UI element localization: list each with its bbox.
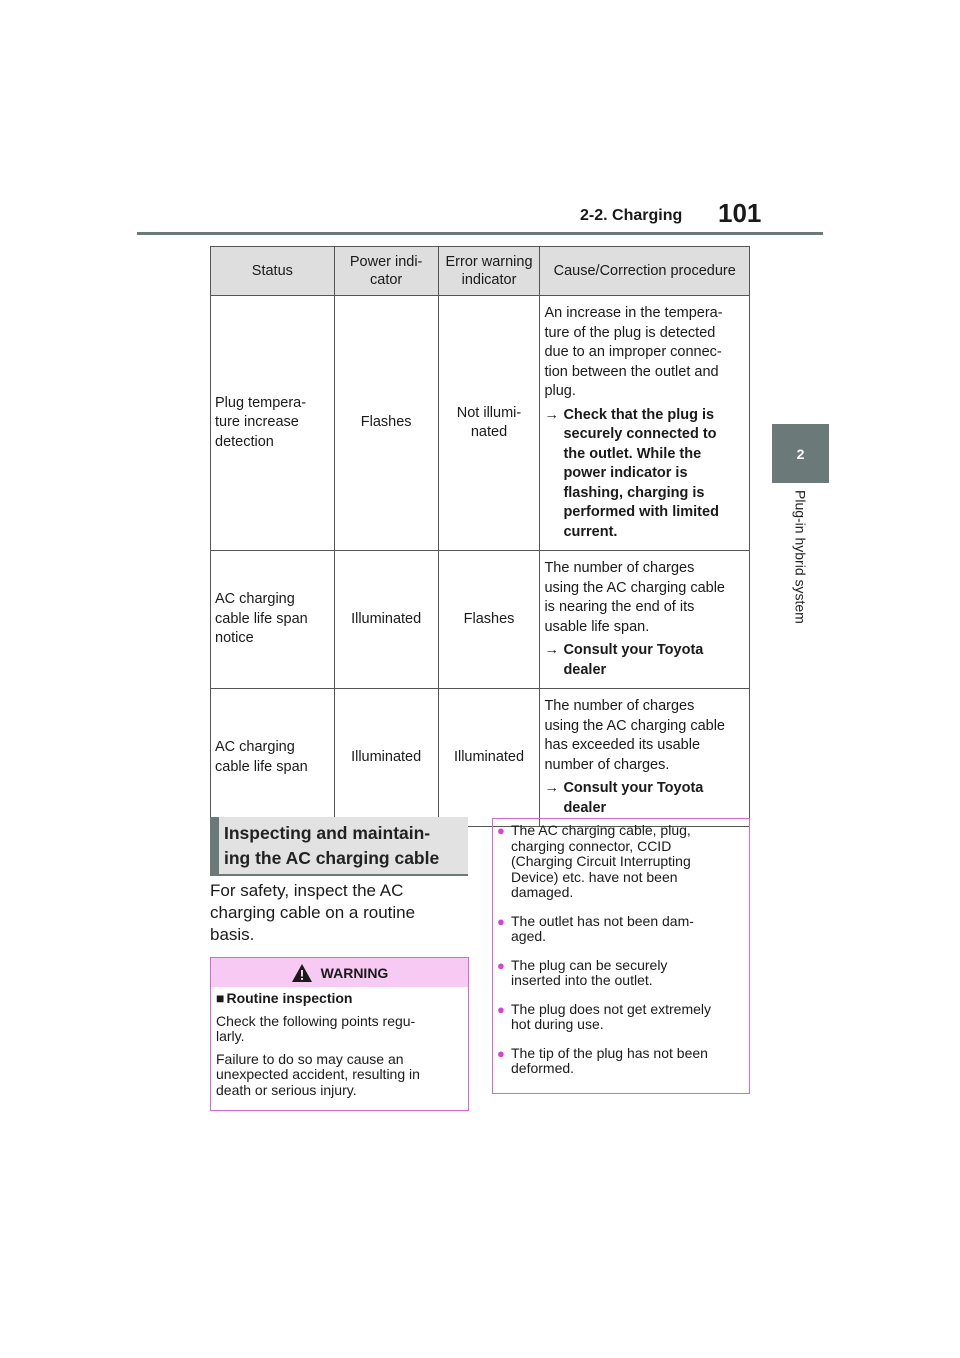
- page-number: 101: [718, 198, 762, 228]
- section-heading-text: Inspecting and maintain- ing the AC charging cable: [224, 823, 440, 868]
- cause-text: The number of charges using the AC charging cable is nearing the end of its usable life span.: [544, 560, 726, 635]
- header-divider: [137, 232, 823, 235]
- warning-box: [210, 957, 469, 1111]
- col-status: Status: [211, 247, 335, 296]
- warning-title: ■ Routine inspection: [216, 990, 353, 1006]
- procedure: → Consult your Toyota dealer: [544, 779, 745, 818]
- cause-cell: [540, 296, 750, 551]
- arrow-icon: →: [544, 780, 559, 796]
- table-row: [211, 296, 750, 551]
- list-item: ● The tip of the plug has not been deformed.: [497, 1044, 708, 1076]
- arrow-icon: →: [544, 406, 559, 423]
- bullet-icon: ●: [497, 1045, 505, 1061]
- bullet-icon: ●: [497, 1001, 505, 1017]
- procedure: → Check that the plug is securely connected to the outlet. While the power indicator is flashing, charging is performed with limited current.: [544, 406, 745, 543]
- warning-header: [211, 958, 468, 987]
- table-header-row: [211, 247, 750, 296]
- procedure: → Consult your Toyota dealer: [544, 641, 745, 680]
- cause-cell: [540, 689, 750, 827]
- chapter-label: Plug-in hybrid system: [792, 490, 809, 624]
- bullet-icon: ●: [497, 957, 505, 973]
- col-error-indicator: Error warning indicator: [438, 247, 540, 296]
- cause-text: The number of charges using the AC charging cable has exceeded its usable number of charges.: [544, 698, 726, 773]
- list-item: ● The plug can be securely inserted into the outlet.: [497, 956, 668, 988]
- section-heading: [210, 817, 468, 874]
- section-divider: [210, 874, 468, 876]
- arrow-icon: →: [544, 642, 559, 658]
- status-table: [210, 246, 750, 827]
- chapter-number: 2: [796, 445, 805, 462]
- list-item: ● The AC charging cable, plug, charging connector, CCID (Charging Circuit Interrupting Device) etc. have not been damaged.: [497, 822, 691, 900]
- bullet-icon: ●: [497, 823, 505, 838]
- power-cell: Flashes: [334, 296, 438, 551]
- warning-text: Failure to do so may cause an unexpected accident, resulting in death or serious injury.: [216, 1050, 420, 1098]
- warning-triangle-icon: [291, 963, 313, 983]
- col-cause: Cause/Correction procedure: [540, 247, 750, 296]
- status-cell: AC charging cable life span: [211, 689, 335, 827]
- error-cell: Illuminated: [438, 689, 540, 827]
- chapter-tab: [772, 424, 829, 483]
- status-cell: AC charging cable life span notice: [211, 551, 335, 689]
- warning-text: Check the following points regu- larly.: [216, 1012, 416, 1044]
- cause-cell: [540, 551, 750, 689]
- list-item: ● The outlet has not been dam- aged.: [497, 912, 694, 944]
- list-item: ● The plug does not get extremely hot during use.: [497, 1000, 712, 1032]
- table-row: [211, 689, 750, 827]
- inspection-checklist: [492, 818, 750, 1094]
- cause-text: An increase in the tempera- ture of the plug is detected due to an improper connec- tion between the outlet and plug.: [544, 305, 723, 399]
- col-power-indicator: Power indi- cator: [334, 247, 438, 296]
- status-cell: Plug tempera- ture increase detection: [211, 296, 335, 551]
- power-cell: Illuminated: [334, 689, 438, 827]
- section-body: For safety, inspect the AC charging cable on a routine basis.: [210, 881, 416, 944]
- square-bullet-icon: ■: [216, 990, 225, 1006]
- table-row: [211, 551, 750, 689]
- section-title: 2-2. Charging: [580, 207, 683, 224]
- warning-label: WARNING: [320, 964, 389, 981]
- bullet-icon: ●: [497, 913, 505, 929]
- error-cell: Flashes: [438, 551, 540, 689]
- error-cell: Not illumi- nated: [438, 296, 540, 551]
- power-cell: Illuminated: [334, 551, 438, 689]
